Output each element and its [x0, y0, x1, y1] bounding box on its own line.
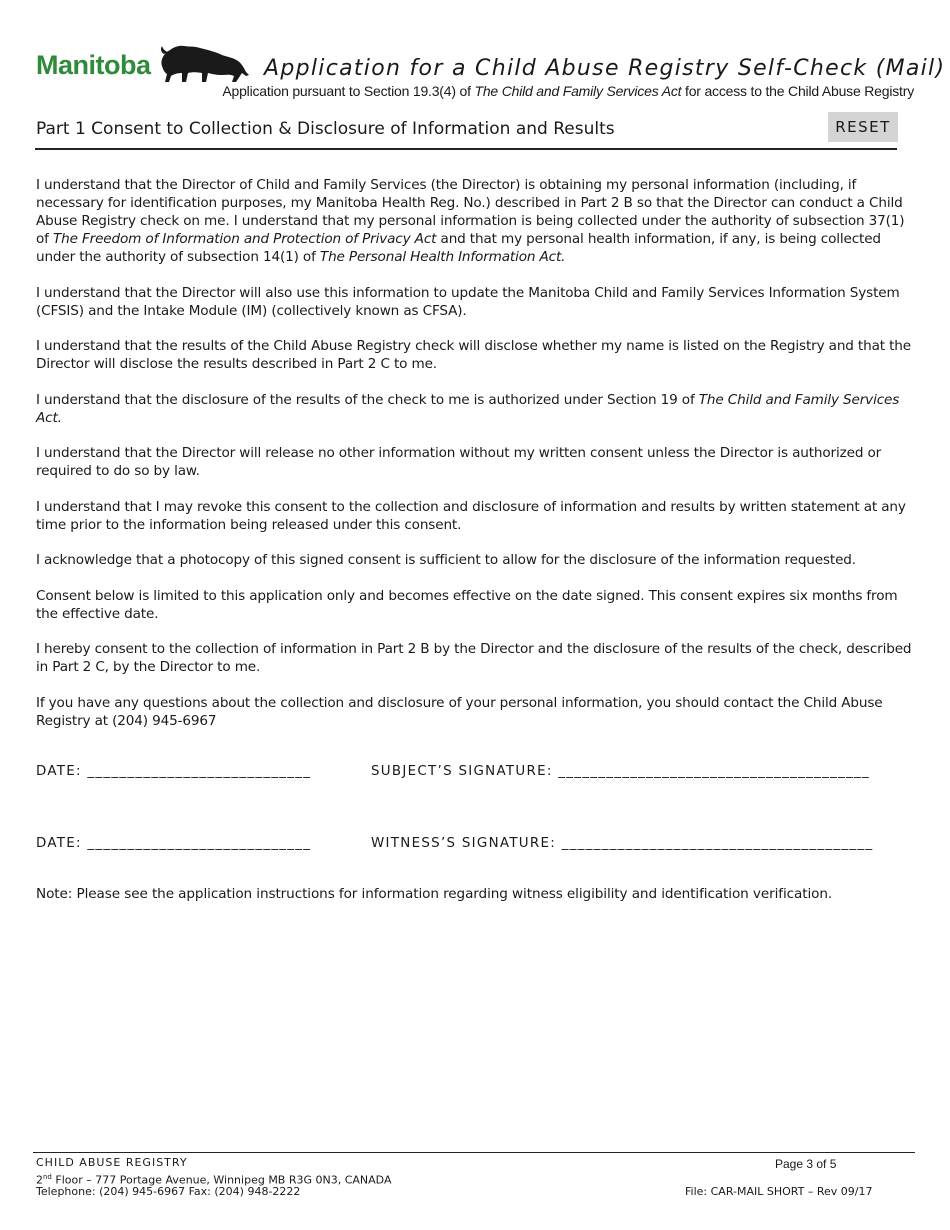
- subtitle-prefix: Application pursuant to Section 19.3(4) of: [222, 83, 475, 99]
- p1-act-2: The Personal Health Information Act.: [319, 249, 566, 265]
- manitoba-logo: [36, 44, 221, 84]
- bison-icon: [156, 44, 254, 84]
- document-subtitle: [222, 83, 914, 99]
- consent-paragraph-5: I understand that the Director will release no other information without my written consent unless the Director is authorized or required to do so by law.: [36, 445, 882, 479]
- witness-signature-field[interactable]: [371, 836, 873, 851]
- part-heading: Part 1 Consent to Collection & Disclosure of Information and Results: [36, 119, 615, 139]
- p1-text-a: I understand that the Director of Child and Family Services (the Director) is obtaining my personal information (including, if necessary for identification purposes, my Manitoba Health Reg. No.) described in Part 2 B so that the Director can conduct a Child Abuse Registry check on me. I understand that my personal information is being collected under the authority of subsection 37(1) of: [36, 177, 905, 247]
- consent-body: [36, 176, 916, 747]
- subject-signature-field[interactable]: [371, 764, 870, 779]
- subject-signature-line: _______________________________________: [558, 764, 871, 779]
- witness-date-field[interactable]: [36, 836, 311, 851]
- consent-paragraph-8: Consent below is limited to this application only and becomes effective on the date signed. This consent expires six months from the effective date.: [36, 587, 898, 622]
- date-label: DATE:: [36, 836, 82, 851]
- footer-org: CHILD ABUSE REGISTRY: [36, 1156, 188, 1169]
- footer-floor-suffix: nd: [43, 1173, 52, 1181]
- witness-signature-line: _______________________________________: [561, 836, 874, 851]
- consent-paragraph-7: I acknowledge that a photocopy of this signed consent is sufficient to allow for the disclosure of the information requested.: [36, 552, 856, 568]
- consent-paragraph-10: If you have any questions about the collection and disclosure of your personal information, you should contact the Child Abuse Registry at (204) 945-6967: [36, 694, 883, 729]
- file-reference: File: CAR-MAIL SHORT – Rev 09/17: [685, 1185, 873, 1198]
- consent-paragraph-3: I understand that the results of the Child Abuse Registry check will disclose whether my name is listed on the Registry and that the Director will disclose the results described in Part 2 C to me.: [36, 338, 911, 372]
- date-label: DATE:: [36, 764, 82, 779]
- p4-act: The Child and Family Services Act.: [36, 391, 900, 426]
- heading-divider: [35, 148, 897, 150]
- footer-divider: [33, 1152, 915, 1153]
- consent-paragraph-4: [36, 391, 916, 427]
- witness-signature-label: WITNESS’S SIGNATURE:: [371, 836, 557, 851]
- subtitle-act: The Child and Family Services Act: [474, 83, 682, 99]
- footer-street: Floor – 777 Portage Avenue, Winnipeg MB R3G 0N3, CANADA: [51, 1173, 392, 1187]
- reset-button[interactable]: RESET: [828, 112, 898, 142]
- consent-paragraph-2: I understand that the Director will also use this information to update the Manitoba Child and Family Services Information System (CFSIS) and the Intake Module (IM) (collectively known as CFSA).: [36, 284, 900, 319]
- subject-date-field[interactable]: [36, 764, 311, 779]
- footer-phones: Telephone: (204) 945-6967 Fax: (204) 948-2222: [36, 1185, 301, 1198]
- subtitle-suffix: for access to the Child Abuse Registry: [681, 83, 914, 99]
- logo-wordmark: Manitoba: [36, 50, 151, 80]
- date-line: ____________________________: [87, 764, 312, 779]
- date-line: ____________________________: [87, 836, 312, 851]
- footer-floor-number: 2: [36, 1173, 43, 1187]
- p4-text: I understand that the disclosure of the results of the check to me is authorized under Section 19 of: [36, 391, 699, 408]
- consent-paragraph-9: I hereby consent to the collection of information in Part 2 B by the Director and the disclosure of the results of the check, described in Part 2 C, by the Director to me.: [36, 641, 912, 675]
- page-number: Page 3 of 5: [775, 1157, 837, 1171]
- witness-note: Note: Please see the application instructions for information regarding witness eligibility and identification verification.: [36, 886, 833, 902]
- p1-act-1: The Freedom of Information and Protection of Privacy Act: [52, 231, 437, 247]
- document-title: Application for a Child Abuse Registry Self-Check (Mail): [264, 56, 946, 81]
- p1-text-b: and that my personal health information, if any, is being collected under the authority of subsection 14(1) of: [36, 231, 881, 265]
- consent-paragraph-1: [36, 176, 916, 266]
- subject-signature-label: SUBJECT’S SIGNATURE:: [371, 764, 553, 779]
- consent-paragraph-6: I understand that I may revoke this consent to the collection and disclosure of information and results by written statement at any time prior to the information being released under this consent.: [36, 498, 906, 533]
